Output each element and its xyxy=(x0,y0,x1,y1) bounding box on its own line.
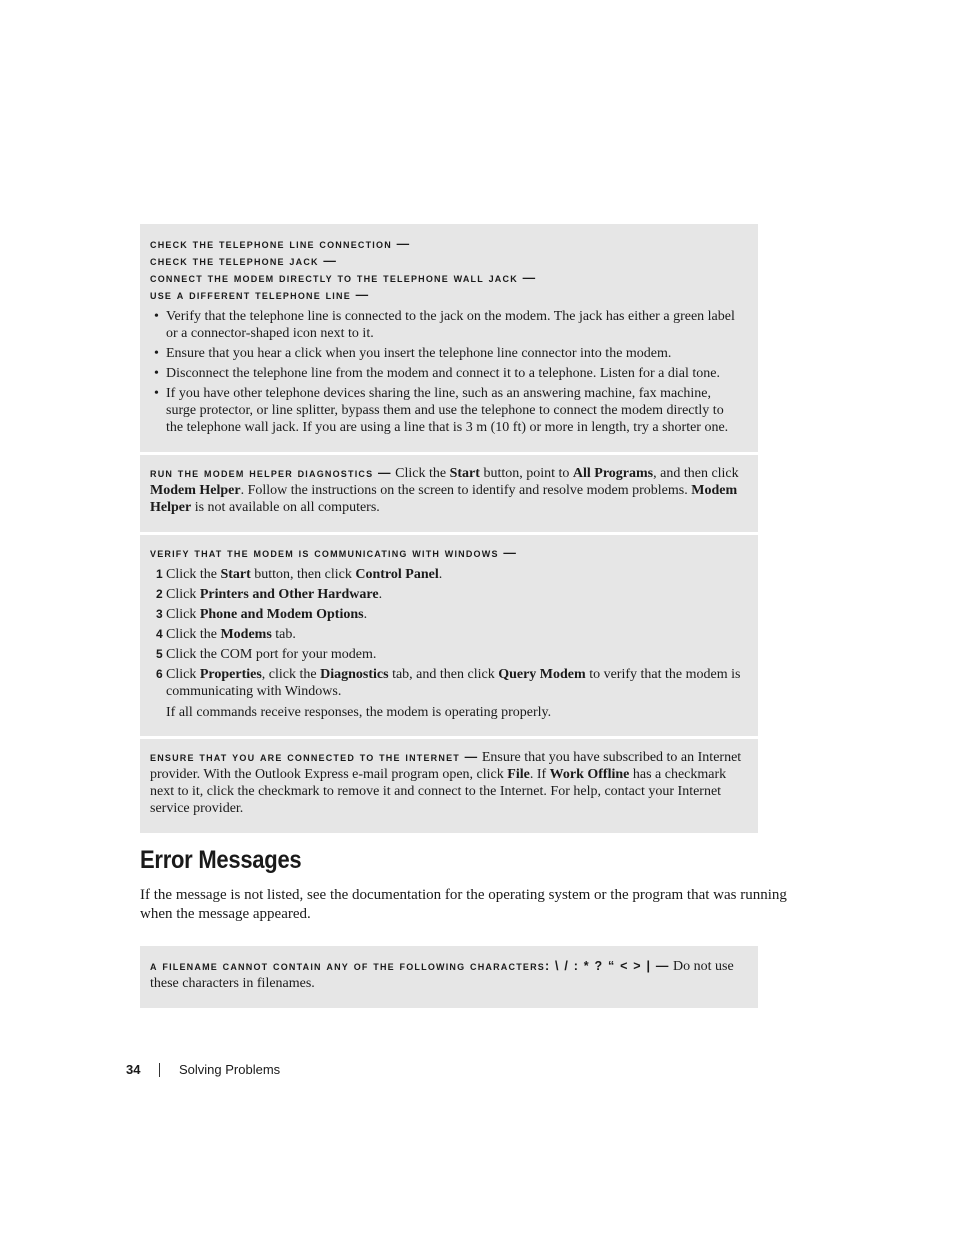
steps-list xyxy=(150,566,744,700)
heading-check-jack: check the telephone jack — xyxy=(150,254,338,268)
list-item: • Disconnect the telephone line from the modem and connect it to a telephone. Listen for a dial tone. xyxy=(150,365,744,382)
page-number: 34 xyxy=(126,1062,141,1077)
ui-term-query-modem: Query Modem xyxy=(498,667,586,682)
ui-term-all-programs: All Programs xyxy=(572,466,654,481)
step-number: 1 xyxy=(156,567,163,581)
heading-verify-modem: verify that the modem is communicating with windows — xyxy=(150,546,518,560)
body-text: button, point to xyxy=(479,466,573,481)
body-text: button, then click xyxy=(250,567,356,582)
body-text: Click the xyxy=(391,466,450,481)
ui-term-file: File xyxy=(507,767,530,782)
modem-helper-box xyxy=(140,455,758,532)
list-item xyxy=(150,586,744,603)
body-text: . xyxy=(363,607,368,622)
body-text: Click xyxy=(166,587,200,602)
body-text: Click the COM port for your modem. xyxy=(166,647,377,662)
step-note: If all commands receive responses, the modem is operating properly. xyxy=(166,705,552,720)
ui-term-properties: Properties xyxy=(199,667,262,682)
ui-term-start: Start xyxy=(449,466,480,481)
footer-title: Solving Problems xyxy=(179,1062,281,1077)
body-text: has a checkmark next to it, click the checkmark to remove it and connect to the Internet. For help, contact your Internet service provider. xyxy=(150,767,727,816)
body-text: , and then click xyxy=(653,466,739,481)
body-text: Click the xyxy=(166,627,221,642)
modem-troubleshoot-box-phone-line xyxy=(140,224,758,452)
filename-error-box xyxy=(140,946,758,1008)
body-text: Click xyxy=(166,667,200,682)
step-number: 2 xyxy=(156,587,163,601)
step-number: 3 xyxy=(156,607,163,621)
ui-term: Control Panel xyxy=(355,567,439,582)
body-text: tab. xyxy=(271,627,296,642)
body-text: tab, and then click xyxy=(388,667,499,682)
heading-use-different-line: use a different telephone line — xyxy=(150,288,370,302)
verify-modem-box xyxy=(140,535,758,736)
heading-connect-modem-directly: connect the modem directly to the telephone wall jack — xyxy=(150,271,537,285)
list-item xyxy=(150,646,744,663)
heading-internet: ensure that you are connected to the internet — xyxy=(150,750,479,764)
step-number: 4 xyxy=(156,627,163,641)
list-item: • Ensure that you hear a click when you insert the telephone line connector into the modem. xyxy=(150,345,744,362)
body-text: . Follow the instructions on the screen to identify and resolve modem problems. xyxy=(240,483,692,498)
ui-term-modem-helper: Modem Helper xyxy=(150,483,241,498)
body-text: Ensure that you have subscribed to an Internet provider. With the Outlook Express e-mail program open, click xyxy=(150,750,742,782)
list-item xyxy=(150,566,744,583)
list-item xyxy=(150,626,744,643)
body-text: to verify that the modem is communicating with Windows. xyxy=(166,667,741,699)
section-title: Error Messages xyxy=(140,846,302,874)
section-intro: If the message is not listed, see the documentation for the operating system or the program that was running when the message appeared. xyxy=(140,887,787,922)
body-text: . xyxy=(378,587,383,602)
body-text: Do not use these characters in filenames. xyxy=(150,959,734,991)
ui-term-modem-helper: Modem Helper xyxy=(150,483,738,515)
list-item xyxy=(150,666,744,700)
ui-term: Start xyxy=(220,567,251,582)
body-text: . If xyxy=(529,767,550,782)
ui-term: Phone and Modem Options xyxy=(199,607,364,622)
step-number: 6 xyxy=(156,667,163,681)
body-text: Click xyxy=(166,607,200,622)
ui-term: Modems xyxy=(220,627,272,642)
body-text: is not available on all computers. xyxy=(191,500,380,515)
footer-divider xyxy=(159,1063,160,1077)
heading-filename-error: a filename cannot contain any of the following characters: \ / : * ? “ < > | — xyxy=(150,959,670,973)
body-text: , click the xyxy=(261,667,321,682)
bullet-list xyxy=(150,308,744,436)
internet-connection-box xyxy=(140,739,758,833)
heading-check-line-connection: check the telephone line connection — xyxy=(150,237,411,251)
ui-term: Printers and Other Hardware xyxy=(199,587,379,602)
ui-term-diagnostics: Diagnostics xyxy=(320,667,389,682)
list-item: • If you have other telephone devices sharing the line, such as an answering machine, fax machine, surge protector, or line splitter, bypass them and use the telephone to connect the modem directly to the telephone wall jack. If you are using a line that is 3 m (10 ft) or more in length, try a shorter one. xyxy=(150,385,744,436)
list-item: • Verify that the telephone line is connected to the jack on the modem. The jack has either a green label or a connector-shaped icon next to it. xyxy=(150,308,744,342)
body-text: . xyxy=(438,567,443,582)
ui-term-work-offline: Work Offline xyxy=(549,767,630,782)
body-text: Click the xyxy=(166,567,221,582)
heading-modem-helper: run the modem helper diagnostics — xyxy=(150,466,392,480)
list-item xyxy=(150,606,744,623)
step-number: 5 xyxy=(156,647,163,661)
